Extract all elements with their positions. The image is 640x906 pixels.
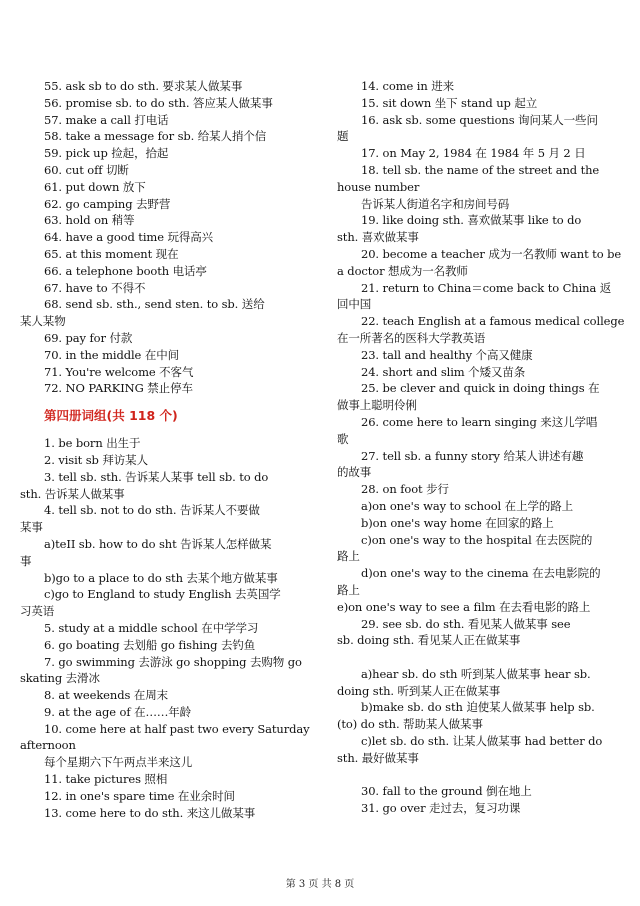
list-item: c)on one's way to the hospital 在去医院的 <box>361 532 593 547</box>
list-item: sth. 喜欢做某事 <box>337 230 419 245</box>
page-footer: 第 3 页 共 8 页 <box>285 879 355 890</box>
list-item: 30. fall to the ground 倒在地上 <box>361 784 532 799</box>
list-item: 每个星期六下午两点半来这儿 <box>44 755 193 770</box>
list-item: 做事上聪明伶俐 <box>337 398 417 413</box>
list-item: 20. become a teacher 成为一名教师 want to be <box>361 246 622 261</box>
list-item: 28. on foot 步行 <box>361 482 449 497</box>
list-item: a)teII sb. how to do sht 告诉某人怎样做某 <box>44 536 272 551</box>
list-item: 55. ask sb to do sth. 要求某人做某事 <box>44 79 243 93</box>
list-item: 8. at weekends 在周末 <box>44 688 169 703</box>
list-item: c)go to England to study English 去英国学 <box>44 587 281 602</box>
list-item: 9. at the age of 在……年龄 <box>44 704 192 719</box>
list-item: 某人某物 <box>20 314 66 329</box>
list-item: 的故事 <box>337 465 372 480</box>
list-item: 7. go swimming 去游泳 go shopping 去购物 go <box>44 654 302 669</box>
list-item: 72. NO PARKING 禁止停车 <box>44 381 193 396</box>
list-item: 27. tell sb. a funny story 给某人讲述有趣 <box>361 448 584 463</box>
list-item: 62. go camping 去野营 <box>44 196 171 211</box>
list-item: 12. in one's spare time 在业余时间 <box>44 788 235 803</box>
list-item: sth. 最好做某事 <box>337 750 419 765</box>
list-item: 3. tell sb. sth. 告诉某人某事 tell sb. to do <box>44 469 269 484</box>
book3-phrase-list <box>20 78 320 296</box>
section-heading: 第四册词组(共 118 个) <box>44 408 178 424</box>
list-item: 1. be born 出生于 <box>44 436 141 451</box>
list-item: 回中国 <box>337 297 372 312</box>
list-item: 4. tell sb. not to do sth. 告诉某人不要做 <box>44 503 260 518</box>
list-item: sth. 告诉某人做某事 <box>20 486 125 501</box>
list-item: afternoon <box>20 738 76 753</box>
list-item: 58. take a message for sb. 给某人捎个信 <box>44 129 267 144</box>
list-item: 习英语 <box>20 604 55 619</box>
list-item: 22. teach English at a famous medical college <box>361 314 625 329</box>
list-item: 60. cut off 切断 <box>44 162 129 177</box>
list-item: skating 去滑冰 <box>20 671 100 686</box>
list-item: 某事 <box>20 520 43 535</box>
list-item: 26. come here to learn singing 来这儿学唱 <box>361 414 598 429</box>
list-item: 路上 <box>337 582 360 597</box>
list-item: 56. promise sb. to do sth. 答应某人做某事 <box>44 95 273 110</box>
list-item: 15. sit down 坐下 stand up 起立 <box>361 95 538 110</box>
list-item: 6. go boating 去划船 go fishing 去钓鱼 <box>44 637 256 652</box>
list-item: 题 <box>337 129 349 144</box>
list-item: 65. at this moment 现在 <box>44 246 179 261</box>
list-item: 57. make a call 打电话 <box>44 112 169 127</box>
book4-phrase-list <box>20 435 320 821</box>
blank-line <box>337 767 633 784</box>
list-item: 21. return to China＝come back to China 返 <box>361 280 612 295</box>
list-item: 67. have to 不得不 <box>44 280 146 295</box>
list-item: b)make sb. do sth 迫使某人做某事 help sb. <box>361 700 595 715</box>
list-item: a)hear sb. do sth 听到某人做某事 hear sb. <box>361 666 591 681</box>
list-item: house number <box>337 179 420 194</box>
list-item: 66. a telephone booth 电话亭 <box>44 263 207 278</box>
list-item: 11. take pictures 照相 <box>44 772 168 787</box>
list-item: 29. see sb. do sth. 看见某人做某事 see <box>361 616 571 631</box>
list-item: 64. have a good time 玩得高兴 <box>44 230 214 245</box>
book3-phrase-list-end <box>20 330 320 397</box>
list-item: a doctor 想成为一名教师 <box>337 263 468 278</box>
left-column <box>20 78 320 821</box>
list-item: a)on one's way to school 在上学的路上 <box>361 498 574 513</box>
list-item: 17. on May 2, 1984 在 1984 年 5 月 2 日 <box>361 146 586 161</box>
list-item: 18. tell sb. the name of the street and the <box>361 162 600 177</box>
list-item: 14. come in 进来 <box>361 79 455 93</box>
list-item: 13. come here to do sth. 来这儿做某事 <box>44 805 256 820</box>
right-column <box>337 78 633 817</box>
list-item: 69. pay for 付款 <box>44 330 133 345</box>
list-item: 61. put down 放下 <box>44 179 146 194</box>
blank-line <box>337 649 633 666</box>
list-item: 告诉某人街道名字和房间号码 <box>361 196 510 211</box>
list-item: b)go to a place to do sth 去某个地方做某事 <box>44 570 278 585</box>
list-item: 24. short and slim 个矮又苗条 <box>361 364 526 379</box>
list-item: 10. come here at half past two every Saturday <box>44 721 310 736</box>
list-item: 5. study at a middle school 在中学学习 <box>44 620 259 635</box>
list-item: e)on one's way to see a film 在去看电影的路上 <box>337 599 591 614</box>
list-item: 路上 <box>337 549 360 564</box>
list-item: 31. go over 走过去，复习功课 <box>361 801 521 816</box>
list-item: 23. tall and healthy 个高又健康 <box>361 347 533 362</box>
list-item: 16. ask sb. some questions 询问某人一些问 <box>361 112 598 127</box>
list-item: (to) do sth. 帮助某人做某事 <box>337 717 483 732</box>
list-item: 59. pick up 捡起，拾起 <box>44 146 169 161</box>
list-item: 歌 <box>337 431 349 446</box>
list-item: 19. like doing sth. 喜欢做某事 like to do <box>361 213 582 228</box>
list-item: sb. doing sth. 看见某人正在做某事 <box>337 633 521 648</box>
list-item: c)let sb. do sth. 让某人做某事 had better do <box>361 734 603 749</box>
list-item: 25. be clever and quick in doing things 在 <box>361 381 600 396</box>
list-item: 2. visit sb 拜访某人 <box>44 452 148 467</box>
list-item: 63. hold on 稍等 <box>44 213 135 228</box>
list-item: 68. send sb. sth., send sten. to sb. 送给 <box>44 297 265 312</box>
list-item: d)on one's way to the cinema 在去电影院的 <box>361 566 601 581</box>
list-item: doing sth. 听到某人正在做某事 <box>337 683 501 698</box>
list-item: 事 <box>20 553 32 568</box>
list-item: 在一所著名的医科大学教英语 <box>337 330 486 345</box>
list-item: 71. You're welcome 不客气 <box>44 364 194 379</box>
list-item: 70. in the middle 在中间 <box>44 347 180 362</box>
list-item: b)on one's way home 在回家的路上 <box>361 515 554 530</box>
